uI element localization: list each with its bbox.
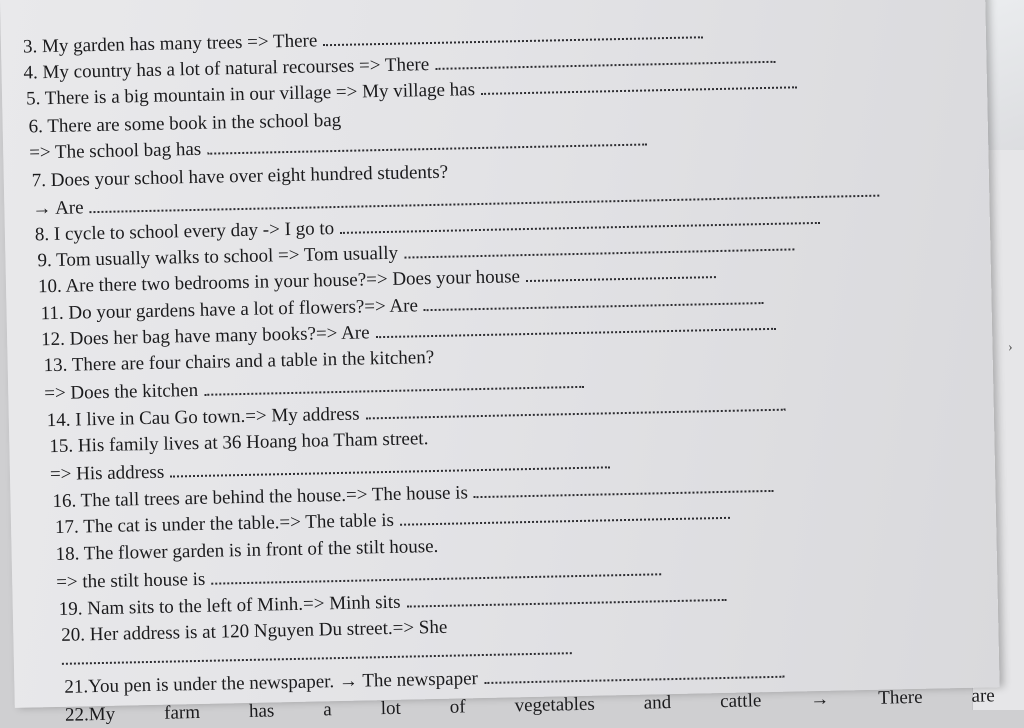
exercise-18: 18. The flower garden is in front of the stilt house. xyxy=(55,535,439,565)
exercise-15: 15. His family lives at 36 Hoang hoa Tham street. xyxy=(49,428,429,458)
exercise-20: 20. Her address is at 120 Nguyen Du street.=> She xyxy=(61,616,448,646)
answer-blank[interactable] xyxy=(204,372,584,396)
answer-blank[interactable] xyxy=(400,503,730,526)
answer-blank[interactable] xyxy=(406,585,726,608)
answer-blank[interactable] xyxy=(404,234,794,258)
exercise-5: 5. There is a big mountain in our village => My village has xyxy=(26,72,797,110)
exercise-15-answer: => His address xyxy=(50,452,611,486)
exercise-17: 17. The cat is under the table.=> The table is xyxy=(55,503,730,539)
exercise-6-answer: => The school bag has xyxy=(29,129,647,164)
answer-blank[interactable] xyxy=(484,662,784,684)
answer-blank[interactable] xyxy=(481,72,797,95)
answer-blank[interactable] xyxy=(424,288,764,311)
answer-blank[interactable] xyxy=(211,559,661,584)
answer-blank[interactable] xyxy=(474,476,774,498)
exercise-6: 6. There are some book in the school bag xyxy=(28,109,342,138)
exercise-16: 16. The tall trees are behind the house.=> The house is xyxy=(52,476,774,513)
exercise-14: 14. I live in Cau Go town.=> My address xyxy=(47,395,786,432)
exercise-3: 3. My garden has many trees => There xyxy=(23,22,704,58)
answer-blank[interactable] xyxy=(526,262,716,282)
answer-blank[interactable] xyxy=(365,395,785,420)
exercise-13: 13. There are four chairs and a table in the kitchen? xyxy=(43,346,435,377)
answer-blank[interactable] xyxy=(375,314,775,338)
answer-blank[interactable] xyxy=(435,47,775,70)
answer-blank[interactable] xyxy=(323,22,703,46)
exercise-13-answer: => Does the kitchen xyxy=(44,372,584,405)
exercise-12: 12. Does her bag have many books?=> Are xyxy=(41,314,776,351)
exercise-18-answer: => the stilt house is xyxy=(56,559,661,594)
exercise-19: 19. Nam sits to the left of Minh.=> Minh sits xyxy=(59,585,727,621)
page-margin-mark: › xyxy=(1008,340,1013,355)
exercise-22-num: 22.My xyxy=(64,703,116,726)
exercise-10: 10. Are there two bedrooms in your house?=> Does your house xyxy=(38,262,716,298)
exercise-11: 11. Do your gardens have a lot of flowers?=> Are xyxy=(40,288,764,325)
exercise-22: 22.My farm has a lot of vegetables and cattle → There are xyxy=(64,685,995,726)
exercise-21: 21.You pen is under the newspaper. → The newspaper xyxy=(64,662,784,699)
exercise-7: 7. Does your school have over eight hundred students? xyxy=(31,161,449,192)
exercise-4: 4. My country has a lot of natural recourses => There xyxy=(23,47,775,85)
exercise-9: 9. Tom usually walks to school => Tom usually xyxy=(37,234,794,272)
exercise-8: 8. I cycle to school every day -> I go to xyxy=(35,208,821,246)
answer-blank[interactable] xyxy=(170,452,610,477)
exercise-7-answer: → Are xyxy=(32,181,879,221)
